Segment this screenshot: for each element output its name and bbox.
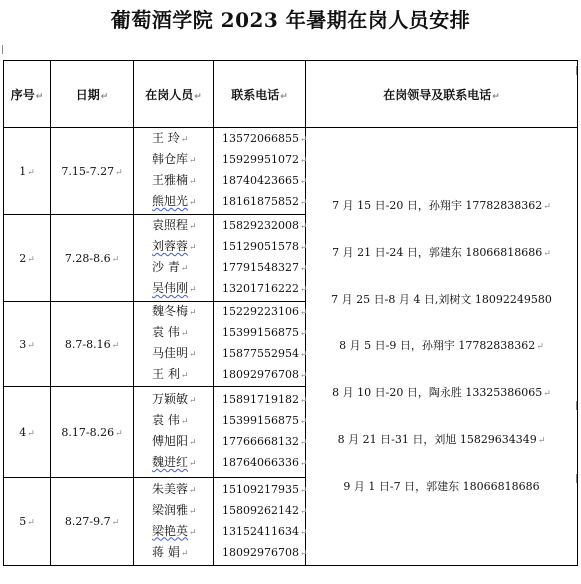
staff-name: 沙 青↵	[152, 260, 189, 274]
leader-entry: 8 月 10 日-20 日，陶永胜 13325386065↵	[332, 386, 551, 399]
phone-number: 15229223106↵	[222, 305, 308, 318]
phone-number: 17791548327↵	[222, 261, 308, 274]
seq-cell: 3↵	[4, 302, 51, 387]
staff-name: 韩仓库↵	[152, 152, 197, 166]
staff-cell	[134, 128, 214, 215]
staff-name: 袁 伟↵	[152, 325, 189, 339]
phone-cell	[214, 128, 306, 215]
seq-cell: 5↵	[4, 478, 51, 566]
header-phone: 联系电话↵	[214, 61, 306, 128]
staff-name: 朱美蓉↵	[152, 481, 197, 496]
staff-name: 蒋 娟↵	[152, 544, 189, 559]
phone-cell	[214, 215, 306, 302]
phone-number: 15809262142↵	[222, 503, 308, 517]
seq-cell: 4↵	[4, 387, 51, 478]
phone-number: 13152411634↵	[222, 524, 308, 538]
staff-cell	[134, 215, 214, 302]
phone-cell	[214, 478, 306, 566]
staff-name: 袁照程↵	[152, 218, 197, 232]
leader-entry: 7 月 21 日-24 日，郭建东 18066818686↵	[332, 246, 551, 259]
leader-entry: 8 月 21 日-31 日，刘旭 15829634349↵	[337, 433, 546, 446]
phone-number: 18161875852↵	[222, 195, 308, 208]
phone-number: 17766668132↵	[222, 435, 308, 448]
text-cursor-mark	[2, 45, 3, 54]
staff-name: 梁艳英↵	[152, 523, 197, 538]
phone-number: 15399156875↵	[222, 414, 308, 427]
phone-number: 18092976708↵	[222, 368, 308, 381]
phone-number: 18764066336↵	[222, 456, 308, 469]
phone-number: 15891719182↵	[222, 393, 308, 406]
staff-cell	[134, 387, 214, 478]
leaders-cell	[306, 128, 578, 566]
staff-name: 刘蓉蓉↵	[152, 239, 197, 253]
staff-name: 万颖敏↵	[152, 392, 197, 406]
phone-number: 15399156875↵	[222, 326, 308, 339]
schedule-table	[3, 60, 578, 566]
phone-number: 13201716222↵	[222, 282, 308, 295]
phone-cell	[214, 387, 306, 478]
leader-entry: 8 月 5 日-9 日，孙翔宇 17782838362↵	[339, 339, 544, 352]
date-cell: 7.15-7.27↵	[51, 128, 134, 215]
phone-number: 15929951072↵	[222, 153, 308, 166]
staff-cell	[134, 302, 214, 387]
leader-entry: 7 月 25 日-8 月 4 日,刘树文 18092249580	[331, 293, 552, 306]
date-cell: 8.7-8.16↵	[51, 302, 134, 387]
staff-name: 魏冬梅↵	[152, 304, 197, 318]
document-title: 葡萄酒学院 2023 年暑期在岗人员安排	[110, 8, 471, 32]
staff-name: 傅旭阳↵	[152, 434, 197, 448]
leader-entry: 7 月 15 日-20 日，孙翔宇 17782838362↵	[332, 199, 551, 212]
header-seq: 序号↵	[4, 61, 51, 128]
staff-name: 吴伟刚↵	[152, 281, 197, 295]
staff-name: 马佳明↵	[152, 346, 197, 360]
header-staff: 在岗人员↵	[134, 61, 214, 128]
staff-name: 魏进红↵	[152, 455, 197, 469]
seq-cell: 2↵	[4, 215, 51, 302]
date-cell: 8.17-8.26↵	[51, 387, 134, 478]
staff-name: 王雅楠↵	[152, 173, 197, 187]
phone-number: 15129051578↵	[222, 240, 308, 253]
staff-name: 袁 伟↵	[152, 413, 189, 427]
phone-number: 15877552954↵	[222, 347, 308, 360]
staff-name: 梁润雅↵	[152, 502, 197, 517]
staff-name: 熊旭光↵	[152, 194, 197, 208]
header-leaders: 在岗领导及联系电话↵	[306, 61, 578, 128]
leader-entry: 9 月 1 日-7 日，郭建东 18066818686	[343, 480, 540, 493]
table-row	[4, 128, 578, 215]
phone-number: 13572066855↵	[222, 132, 308, 145]
staff-cell	[134, 478, 214, 566]
phone-number: 15829232008↵	[222, 219, 308, 232]
staff-name: 王 玲↵	[152, 131, 189, 145]
date-cell: 7.28-8.6↵	[51, 215, 134, 302]
phone-number: 15109217935↵	[222, 482, 308, 496]
table-header-row	[4, 61, 578, 128]
staff-name: 王 利↵	[152, 367, 189, 381]
seq-cell: 1↵	[4, 128, 51, 215]
phone-number: 18740423665↵	[222, 174, 308, 187]
header-date: 日期↵	[51, 61, 134, 128]
phone-cell	[214, 302, 306, 387]
phone-number: 18092976708↵	[222, 545, 308, 559]
date-cell: 8.27-9.7↵	[51, 478, 134, 566]
